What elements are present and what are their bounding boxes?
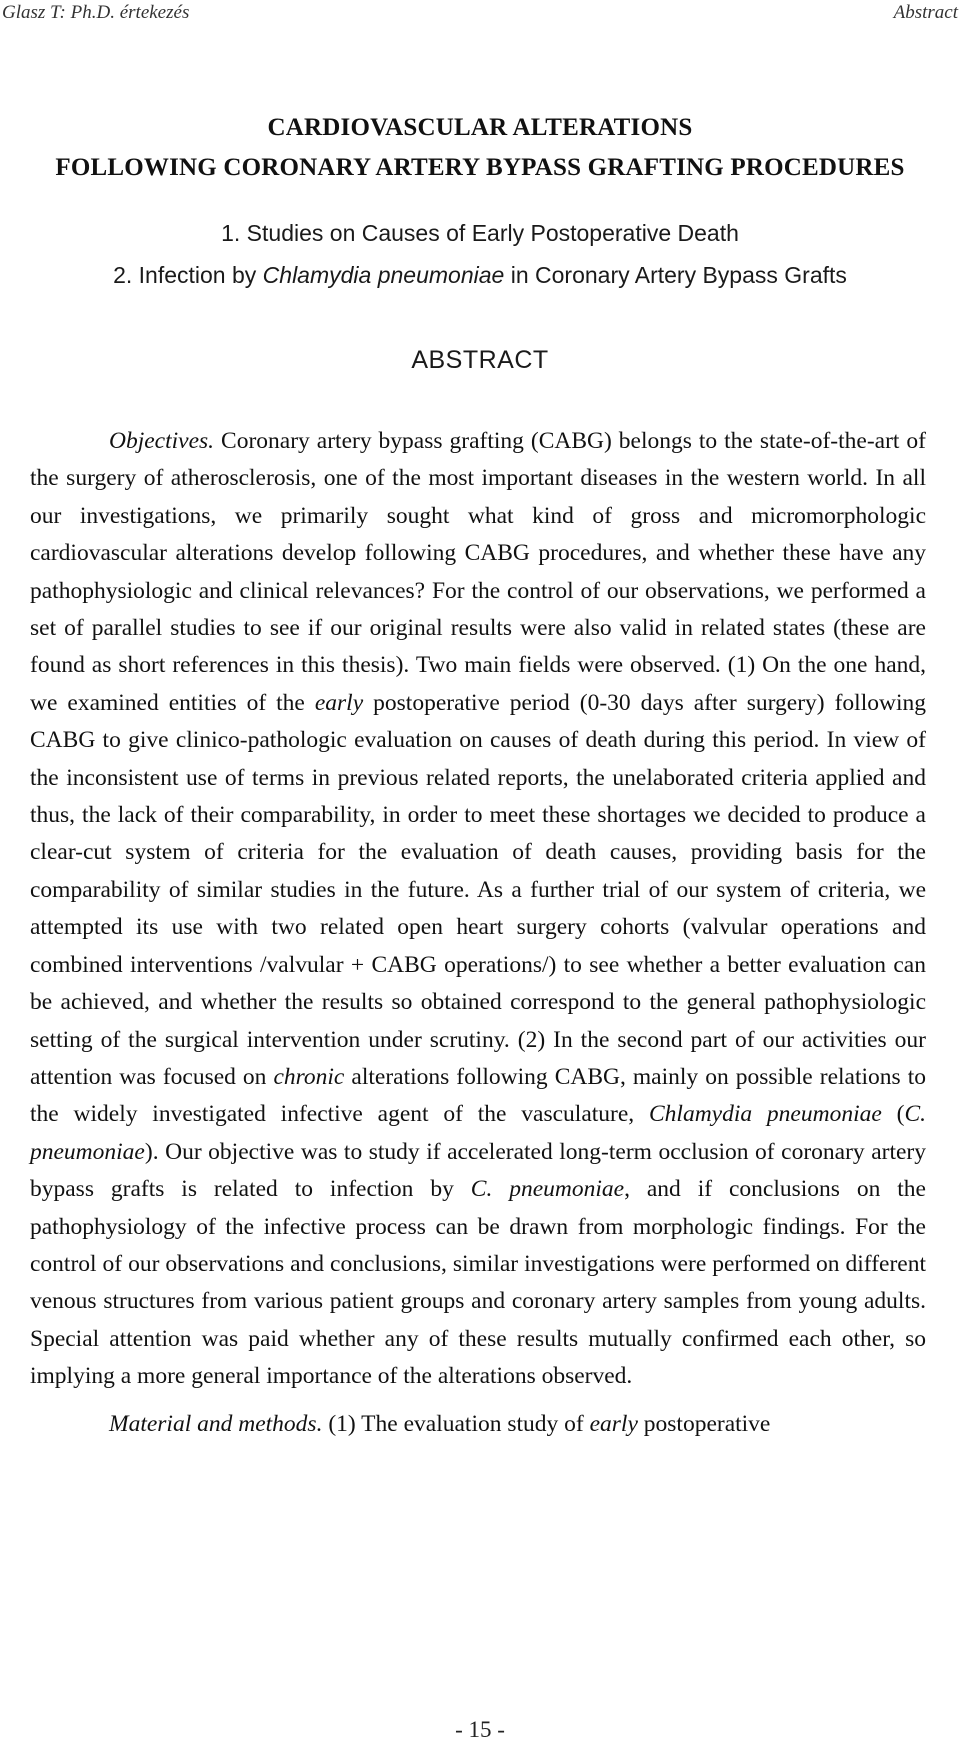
paragraph-objectives [30,423,926,1396]
running-header [2,2,958,24]
p1-italic-3: Chlamydia pneumoniae [648,1101,882,1128]
title-line-1: CARDIOVASCULAR ALTERATIONS [267,114,693,141]
p1-text-2: postoperative period (0-30 days after surgery) following CABG to give clinico-pathologic evaluation on causes of death during this period. In view of the inconsistent use of terms in previous related reports, the unelaborated criteria applied and thus, the lack of their comparability, in order to meet these shortages we decided to produce a clear-cut system of criteria for the evaluation of death causes, providing basis for the comparability of similar studies in the future. As a further trial of our system of criteria, we attempted its use with two related open heart surgery cohorts (valvular operations and combined interventions /valvular + CABG operations/) to see whether a better evaluation can be achieved, and whether the results so obtained correspond to the general pathophysiologic setting of the surgical intervention under scrutiny. (2) In the second part of our activities our attention was focused on [30,689,926,1090]
header-left-text: Glasz T: Ph.D. értekezés [2,2,190,23]
p1-text-3: alterations following CABG, mainly on possible relations to the widely investigated infective agent of the vasculature, [30,1063,926,1128]
title-line-2: FOLLOWING CORONARY ARTERY BYPASS GRAFTING PROCEDURES [55,154,905,181]
page-number: - 15 - [455,1717,505,1742]
p1-text-4: ( [881,1101,905,1128]
p1-italic-1: early [314,689,364,716]
p1-text-5: ). Our objective was to study if accelerated long-term occlusion of coronary artery bypass grafts is related to infection by [30,1138,926,1203]
p2-text-1: (1) The evaluation study of [322,1410,590,1437]
objectives-label: Objectives. [109,428,215,454]
p1-italic-4: C. pneumoniae [30,1101,926,1165]
subtitles [0,212,960,296]
p2-italic-1: early [589,1410,638,1437]
subtitle-2 [0,254,960,296]
header-right-text: Abstract [893,2,958,23]
p1-italic-5: C. pneumoniae [470,1176,625,1203]
subtitle-1: 1. Studies on Causes of Early Postoperative Death [221,220,739,246]
subtitle-2-prefix: 2. Infection by [113,262,263,288]
p2-text-2: postoperative [637,1410,771,1437]
abstract-body [30,423,926,1443]
p1-italic-2: chronic [273,1063,345,1090]
document-title [0,108,960,188]
p1-text-1: Coronary artery bypass grafting (CABG) belongs to the state-of-the-art of the surgery of atherosclerosis, one of the most important diseases in the western world. In all our investigations, we primarily sought what kind of gross and micromorphologic cardiovascular alterations develop following CABG procedures, and whether these have any pathophysiologic and clinical relevances? For the control of our observations, we performed a set of parallel studies to see if our original results were also valid in related states (these are found as short references in this thesis). Two main fields were observed. (1) On the one hand, we examined entities of the [30,428,926,716]
abstract-heading: ABSTRACT [411,346,549,374]
subtitle-2-italic: Chlamydia pneumoniae [262,262,505,288]
p1-text-6: , and if conclusions on the pathophysiology of the infective process can be drawn from morphologic findings. For the control of our observations and conclusions, similar investigations were performed on different venous structures from various patient groups and coronary artery samples from young adults. Special attention was paid whether any of these results mutually confirmed each other, so implying a more general importance of the alterations observed. [30,1176,926,1390]
subtitle-2-suffix: in Coronary Artery Bypass Grafts [504,262,847,288]
methods-label: Material and methods. [109,1410,323,1437]
paragraph-methods [30,1406,926,1443]
